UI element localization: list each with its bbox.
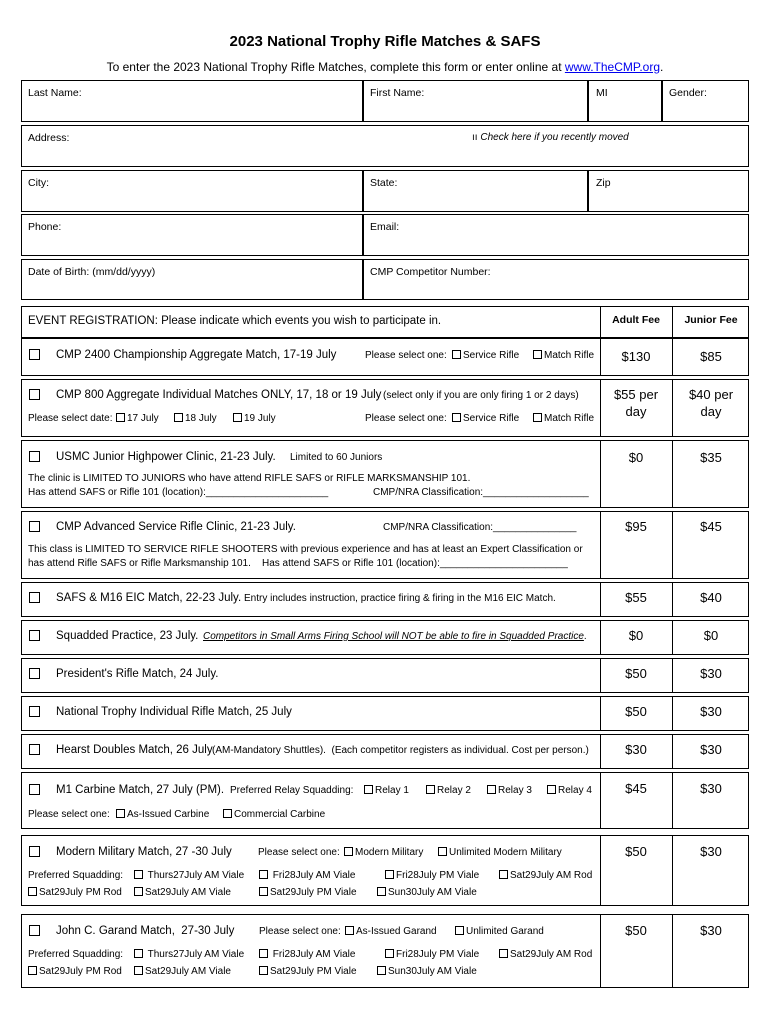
event-usmc-clinic-checkbox[interactable] xyxy=(29,451,40,462)
event-garand-opt2[interactable] xyxy=(455,926,544,937)
event-presidents-name: President's Rifle Match, 24 July. xyxy=(56,668,219,680)
moved-label: Check here if you recently moved xyxy=(480,132,629,143)
checkbox-icon xyxy=(134,887,143,896)
checkbox-icon xyxy=(377,887,386,896)
event-modern-military-adult-fee: $50 xyxy=(625,844,647,859)
event-safs-m16-checkbox[interactable] xyxy=(29,592,40,603)
event-presidents-checkbox[interactable] xyxy=(29,668,40,679)
checkbox-icon xyxy=(364,785,373,794)
email-label: Email: xyxy=(370,221,400,233)
dob-label: Date of Birth: (mm/dd/yyyy) xyxy=(28,266,156,278)
event-advanced-clinic-checkbox[interactable] xyxy=(29,521,40,532)
event-modern-military-s2[interactable] xyxy=(259,870,355,881)
event-advanced-clinic-line1: This class is LIMITED TO SERVICE RIFLE SHOOTERS with previous experience and has at least an Expert Classification or xyxy=(28,544,583,555)
fee-line: day xyxy=(625,404,647,419)
event-national-trophy-adult-fee: $50 xyxy=(625,704,647,719)
city-label: City: xyxy=(28,177,49,189)
fee-line: $55 per xyxy=(613,387,659,402)
event-national-trophy-name: National Trophy Individual Rifle Match, 25 July xyxy=(56,706,292,718)
event-advanced-clinic-name: CMP Advanced Service Rifle Clinic, 21-23 July. xyxy=(56,521,296,533)
option-label: Unlimited Modern Military xyxy=(449,847,562,858)
event-modern-military-opt2[interactable] xyxy=(438,847,562,858)
event-cmp800-junior-fee xyxy=(676,386,746,420)
event-m1-carbine-relay-3[interactable] xyxy=(487,785,532,796)
event-garand-select: Please select one: xyxy=(259,926,341,937)
checkbox-icon xyxy=(452,350,461,359)
event-cmp800-checkbox[interactable] xyxy=(29,389,40,400)
checkbox-icon xyxy=(134,870,143,879)
option-label: Thurs27July AM Viale xyxy=(147,870,245,881)
checkbox-icon xyxy=(426,785,435,794)
event-garand-squad-label: Preferred Squadding: xyxy=(28,949,124,960)
event-cmp2400-name: CMP 2400 Championship Aggregate Match, 17-19 July xyxy=(56,349,337,361)
checkbox-icon xyxy=(377,966,386,975)
event-modern-military-name: Modern Military Match, 27 -30 July xyxy=(56,846,232,858)
event-m1-carbine-name: M1 Carbine Match, 27 July (PM). xyxy=(56,784,225,796)
moved-checkbox-mark: ıı xyxy=(472,132,478,143)
option-label: Sat29July PM Viale xyxy=(270,887,357,898)
checkbox-icon xyxy=(259,949,268,958)
event-advanced-clinic-junior-fee: $45 xyxy=(700,519,722,534)
first-name-label: First Name: xyxy=(370,87,425,99)
option-label: Relay 4 xyxy=(558,785,592,796)
event-usmc-clinic-name: USMC Junior Highpower Clinic, 21-23 July. xyxy=(56,451,276,463)
event-modern-military-s6[interactable] xyxy=(134,887,231,898)
address-field[interactable] xyxy=(21,125,749,167)
event-cmp800-match-option[interactable] xyxy=(533,413,594,424)
subtitle-period: . xyxy=(660,60,664,74)
checkbox-icon xyxy=(344,847,353,856)
option-label: Service Rifle xyxy=(463,413,520,424)
event-garand-opt1[interactable] xyxy=(345,926,437,937)
event-modern-military-s8[interactable] xyxy=(377,887,477,898)
event-presidents-adult-fee: $50 xyxy=(625,666,647,681)
option-label: Sat29July AM Viale xyxy=(145,966,231,977)
event-squadded-practice-checkbox[interactable] xyxy=(29,630,40,641)
event-usmc-clinic-adult-fee: $0 xyxy=(628,450,644,465)
checkbox-icon xyxy=(385,870,394,879)
event-garand-junior-fee: $30 xyxy=(700,923,722,938)
cmp-number-label: CMP Competitor Number: xyxy=(370,266,491,278)
option-label: Unlimited Garand xyxy=(466,926,544,937)
event-squadded-practice-junior-fee: $0 xyxy=(703,628,719,643)
event-m1-carbine-relay-label: Preferred Relay Squadding: xyxy=(230,785,354,796)
phone-field[interactable] xyxy=(21,214,363,256)
checkbox-icon xyxy=(452,413,461,422)
option-label: Match Rifle xyxy=(544,413,595,424)
option-label: Sat29July PM Viale xyxy=(270,966,357,977)
fee-line: $40 per xyxy=(688,387,734,402)
event-advanced-clinic-classification-field[interactable]: CMP/NRA Classification:_______________ xyxy=(383,522,577,533)
event-cmp2400-adult-fee: $130 xyxy=(621,349,651,364)
form-title: 2023 National Trophy Rifle Matches & SAFS xyxy=(229,33,541,50)
option-label: Sun30July AM Viale xyxy=(388,887,477,898)
option-label: Sat29July AM Rod xyxy=(510,870,593,881)
option-label: Modern Military xyxy=(355,847,424,858)
option-label: Sat29July AM Rod xyxy=(510,949,593,960)
option-label: 19 July xyxy=(244,413,276,424)
event-cmp800-date-17[interactable] xyxy=(116,413,159,424)
event-cmp2400-match-option[interactable] xyxy=(533,350,594,361)
option-label: Fri28July AM Viale xyxy=(272,870,356,881)
checkbox-icon xyxy=(259,870,268,879)
event-usmc-clinic-classification-field[interactable]: CMP/NRA Classification:___________________ xyxy=(373,487,589,498)
option-label: Relay 2 xyxy=(437,785,471,796)
event-modern-military-opt1[interactable] xyxy=(344,847,423,858)
event-row-m1-carbine xyxy=(21,772,601,829)
event-cmp800-name: CMP 800 Aggregate Individual Matches ONLY, 17, 18 or 19 July xyxy=(56,389,382,401)
event-modern-military-s5[interactable] xyxy=(28,887,122,898)
option-label: Thurs27July AM Viale xyxy=(147,949,245,960)
moved-checkbox[interactable] xyxy=(472,132,629,143)
phone-label: Phone: xyxy=(28,221,62,233)
event-presidents-junior-fee: $30 xyxy=(700,666,722,681)
last-name-label: Last Name: xyxy=(28,87,82,99)
option-label: As-Issued Carbine xyxy=(127,809,210,820)
event-garand-s5[interactable] xyxy=(28,966,122,977)
option-label: Commercial Carbine xyxy=(234,809,326,820)
event-cmp2400-junior-fee: $85 xyxy=(700,349,722,364)
adult-fee-header: Adult Fee xyxy=(612,314,660,326)
checkbox-icon xyxy=(499,949,508,958)
checkbox-icon xyxy=(116,413,125,422)
form-subtitle xyxy=(0,60,770,74)
event-advanced-clinic-line2[interactable]: has attend Rifle SAFS or Rifle Marksmanship 101. Has attend SAFS or Rifle 101 (location):_______________________ xyxy=(28,558,568,569)
event-hearst-junior-fee: $30 xyxy=(700,742,722,757)
event-modern-military-s4[interactable] xyxy=(499,870,592,881)
event-usmc-clinic-location-field[interactable]: Has attend SAFS or Rifle 101 (location):______________________ xyxy=(28,487,329,498)
event-squadded-practice-note xyxy=(203,631,587,642)
event-m1-carbine-checkbox[interactable] xyxy=(29,784,40,795)
event-cmp2400-service-option[interactable] xyxy=(452,350,519,361)
checkbox-icon xyxy=(233,413,242,422)
event-m1-carbine-select: Please select one: xyxy=(28,809,110,820)
event-modern-military-checkbox[interactable] xyxy=(29,846,40,857)
event-m1-carbine-relay-2[interactable] xyxy=(426,785,471,796)
mi-label: MI xyxy=(596,87,608,99)
event-hearst-note: (AM-Mandatory Shuttles). (Each competitor registers as individual. Cost per person.) xyxy=(212,745,589,756)
event-garand-s2[interactable] xyxy=(259,949,355,960)
checkbox-icon xyxy=(134,966,143,975)
event-m1-carbine-relay-1[interactable] xyxy=(364,785,409,796)
event-national-trophy-checkbox[interactable] xyxy=(29,706,40,717)
event-squadded-practice-adult-fee: $0 xyxy=(628,628,644,643)
checkbox-icon xyxy=(385,949,394,958)
checkbox-icon xyxy=(455,926,464,935)
event-hearst-name: Hearst Doubles Match, 26 July xyxy=(56,744,213,756)
option-label: Service Rifle xyxy=(463,350,520,361)
event-cmp800-date-18[interactable] xyxy=(174,413,217,424)
option-label: 17 July xyxy=(127,413,159,424)
checkbox-icon xyxy=(438,847,447,856)
option-label: As-Issued Garand xyxy=(356,926,437,937)
event-safs-m16-junior-fee: $40 xyxy=(700,590,722,605)
checkbox-icon xyxy=(533,413,542,422)
checkbox-icon xyxy=(223,809,232,818)
junior-fee-header: Junior Fee xyxy=(684,314,738,326)
cmp-website-link[interactable]: www.TheCMP.org xyxy=(564,60,661,74)
event-modern-military-squad-label: Preferred Squadding: xyxy=(28,870,124,881)
event-modern-military-s3[interactable] xyxy=(385,870,479,881)
state-label: State: xyxy=(370,177,398,189)
checkbox-icon xyxy=(28,887,37,896)
gender-label: Gender: xyxy=(669,87,707,99)
option-label: Match Rifle xyxy=(544,350,595,361)
option-label: Fri28July AM Viale xyxy=(272,949,356,960)
checkbox-icon xyxy=(134,949,143,958)
zip-label: Zip xyxy=(596,177,611,189)
option-label: Sun30July AM Viale xyxy=(388,966,477,977)
event-row-cmp800 xyxy=(21,379,601,437)
option-label: Relay 3 xyxy=(498,785,532,796)
event-cmp800-note: (select only if you are only firing 1 or 2 days) xyxy=(383,390,579,401)
note-end: . xyxy=(583,631,587,642)
event-cmp800-date-label: Please select date: xyxy=(28,413,113,424)
subtitle-text: To enter the 2023 National Trophy Rifle Matches, complete this form or enter online at xyxy=(106,60,565,74)
checkbox-icon xyxy=(174,413,183,422)
event-hearst-adult-fee: $30 xyxy=(625,742,647,757)
checkbox-icon xyxy=(487,785,496,794)
event-usmc-clinic-line1: The clinic is LIMITED TO JUNIORS who have attend RIFLE SAFS or RIFLE MARKSMANSHIP 101. xyxy=(28,473,471,484)
event-cmp800-date-19[interactable] xyxy=(233,413,276,424)
checkbox-icon xyxy=(533,350,542,359)
option-label: Fri28July PM Viale xyxy=(396,949,480,960)
zip-field[interactable] xyxy=(588,170,749,212)
event-modern-military-s7[interactable] xyxy=(259,887,357,898)
address-label: Address: xyxy=(28,132,70,144)
event-modern-military-s1[interactable] xyxy=(134,870,244,881)
event-national-trophy-junior-fee: $30 xyxy=(700,704,722,719)
event-safs-m16-name: SAFS & M16 EIC Match, 22-23 July. xyxy=(56,592,242,604)
event-garand-s3[interactable] xyxy=(385,949,479,960)
event-m1-carbine-adult-fee: $45 xyxy=(625,781,647,796)
event-cmp800-adult-fee xyxy=(601,386,671,420)
event-cmp800-select: Please select one: xyxy=(365,413,447,424)
event-usmc-clinic-note: Limited to 60 Juniors xyxy=(290,452,383,463)
event-cmp800-service-option[interactable] xyxy=(452,413,519,424)
checkbox-icon xyxy=(116,809,125,818)
events-header-label: EVENT REGISTRATION: Please indicate which events you wish to participate in. xyxy=(28,315,442,327)
event-garand-s8[interactable] xyxy=(377,966,477,977)
checkbox-icon xyxy=(345,926,354,935)
option-label: Sat29July AM Viale xyxy=(145,887,231,898)
event-m1-carbine-commercial[interactable] xyxy=(223,809,325,820)
checkbox-icon xyxy=(259,887,268,896)
event-garand-name: John C. Garand Match, 27-30 July xyxy=(56,925,235,937)
option-label: Sat29July PM Rod xyxy=(39,887,122,898)
event-garand-s7[interactable] xyxy=(259,966,357,977)
event-hearst-checkbox[interactable] xyxy=(29,744,40,755)
checkbox-icon xyxy=(499,870,508,879)
event-safs-m16-adult-fee: $55 xyxy=(625,590,647,605)
event-cmp2400-checkbox[interactable] xyxy=(29,349,40,360)
event-modern-military-select: Please select one: xyxy=(258,847,340,858)
email-field[interactable] xyxy=(363,214,749,256)
event-garand-s4[interactable] xyxy=(499,949,592,960)
event-garand-s6[interactable] xyxy=(134,966,231,977)
event-modern-military-junior-fee: $30 xyxy=(700,844,722,859)
event-advanced-clinic-adult-fee: $95 xyxy=(625,519,647,534)
option-label: 18 July xyxy=(185,413,217,424)
option-label: Relay 1 xyxy=(375,785,409,796)
event-usmc-clinic-junior-fee: $35 xyxy=(700,450,722,465)
event-garand-s1[interactable] xyxy=(134,949,244,960)
event-garand-adult-fee: $50 xyxy=(625,923,647,938)
checkbox-icon xyxy=(259,966,268,975)
event-m1-carbine-relay-4[interactable] xyxy=(547,785,592,796)
fee-line: day xyxy=(700,404,722,419)
event-safs-m16-note: Entry includes instruction, practice firing & firing in the M16 EIC Match. xyxy=(244,593,556,604)
option-label: Fri28July PM Viale xyxy=(396,870,480,881)
event-squadded-practice-name: Squadded Practice, 23 July. xyxy=(56,630,199,642)
city-field[interactable] xyxy=(21,170,363,212)
event-garand-checkbox[interactable] xyxy=(29,925,40,936)
checkbox-icon xyxy=(547,785,556,794)
note-text: Competitors in Small Arms Firing School will NOT be able to fire in Squadded Practice xyxy=(203,631,584,642)
checkbox-icon xyxy=(28,966,37,975)
event-cmp2400-select: Please select one: xyxy=(365,350,447,361)
event-m1-carbine-as-issued[interactable] xyxy=(116,809,209,820)
option-label: Sat29July PM Rod xyxy=(39,966,122,977)
event-m1-carbine-junior-fee: $30 xyxy=(700,781,722,796)
